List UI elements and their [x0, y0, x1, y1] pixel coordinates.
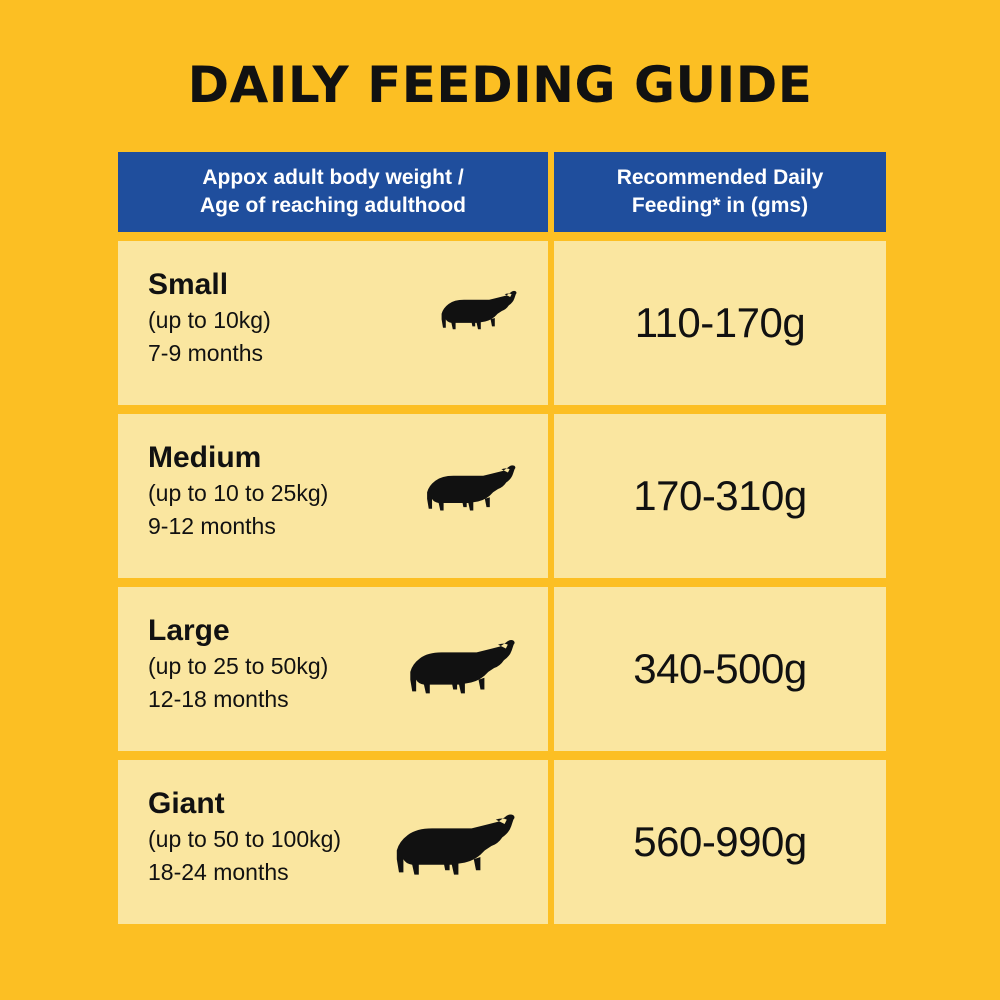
- table-row: [118, 587, 886, 751]
- size-label: Giant: [148, 787, 225, 820]
- size-label: Medium: [148, 441, 262, 474]
- header-cell-weight-age: [118, 152, 548, 232]
- table-row: [118, 414, 886, 578]
- header-weight-line1: Appox adult body weight /: [202, 165, 464, 189]
- table-header-row: [118, 152, 886, 232]
- size-label: Large: [148, 614, 230, 647]
- age-range: 18-24 months: [148, 858, 289, 885]
- row-small-amount: [554, 241, 886, 405]
- size-label: Small: [148, 268, 229, 301]
- weight-range: (up to 50 to 100kg): [148, 826, 342, 853]
- row-giant-amount: [554, 760, 886, 924]
- row-large-amount: [554, 587, 886, 751]
- dog-silhouette-icon: [388, 802, 520, 890]
- age-range: 12-18 months: [148, 685, 289, 712]
- table-row: [118, 760, 886, 924]
- table-row: [118, 241, 886, 405]
- weight-range: (up to 10 to 25kg): [148, 480, 329, 507]
- age-range: 7-9 months: [148, 339, 264, 366]
- feeding-table: [118, 152, 886, 933]
- header-feeding-line2: Feeding* in (gms): [631, 194, 809, 217]
- page-title: DAILY FEEDING GUIDE: [187, 56, 813, 114]
- feeding-amount: 340-500g: [633, 645, 807, 692]
- weight-range: (up to 25 to 50kg): [148, 653, 329, 680]
- weight-range: (up to 10kg): [148, 307, 271, 334]
- dog-silhouette-icon: [420, 456, 520, 522]
- age-range: 9-12 months: [148, 512, 276, 539]
- row-giant-info: [118, 760, 548, 924]
- row-large-info: [118, 587, 548, 751]
- row-medium-info: [118, 414, 548, 578]
- header-weight-line2: Age of reaching adulthood: [200, 194, 466, 217]
- feeding-amount: 560-990g: [633, 818, 807, 865]
- dog-silhouette-icon: [402, 629, 520, 707]
- header-cell-feeding: [554, 152, 886, 232]
- row-medium-amount: [554, 414, 886, 578]
- dog-silhouette-icon: [436, 283, 520, 339]
- feeding-amount: 110-170g: [634, 299, 806, 346]
- header-feeding-line1: Recommended Daily: [616, 165, 824, 189]
- row-small-info: [118, 241, 548, 405]
- feeding-amount: 170-310g: [633, 472, 807, 519]
